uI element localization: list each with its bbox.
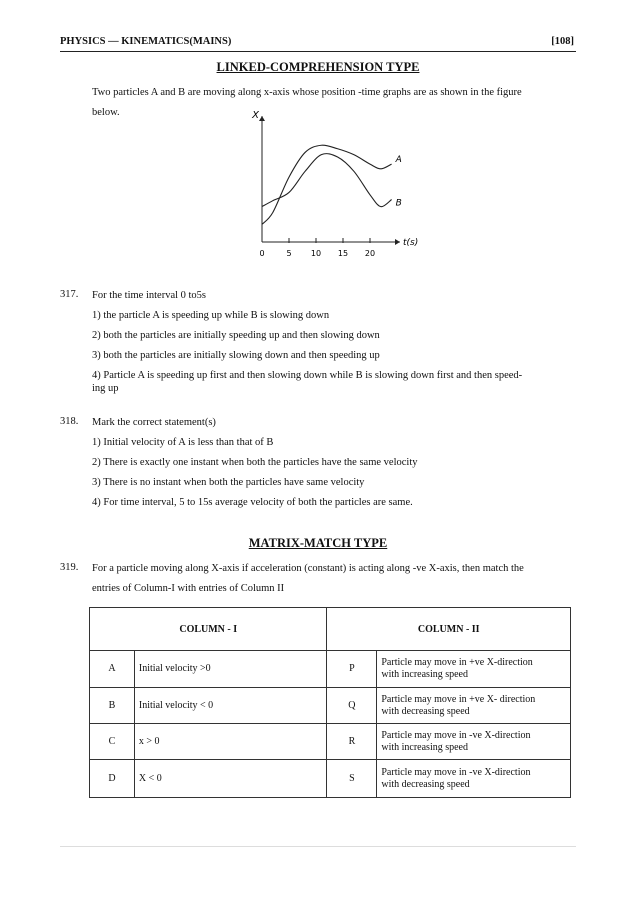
row-value-1: X < 0 [134,760,327,798]
table-row [90,724,571,760]
q318-stem: Mark the correct statement(s) [92,417,216,428]
column-1-header: COLUMN - I [90,608,327,651]
q318-number: 318. [60,416,79,427]
matrix-match-table [89,607,571,798]
q318-option-1: 1) Initial velocity of A is less than that of B [92,437,274,448]
series-line-a [262,145,392,224]
x-tick-label: 10 [310,249,322,258]
table-row [90,688,571,724]
x-axis-label: t(s) [403,238,419,248]
q317-option-4-line2: ing up [92,383,119,394]
q317-option-1: 1) the particle A is speeding up while B is slowing down [92,310,330,321]
row-value-2-line1: Particle may move in +ve X-direction [381,657,533,668]
x-tick-label: 0 [259,249,265,258]
row-value-2-line2: with decreasing speed [381,705,470,717]
q317-option-3: 3) both the particles are initially slowing down and then speeding up [92,350,380,361]
y-axis-label: X [252,110,259,121]
row-value-2 [377,688,571,724]
q317-option-4-line1: 4) Particle A is speeding up first and then slowing down while B is slowing down first and then speed- [92,370,523,381]
q318-option-4: 4) For time interval, 5 to 15s average velocity of both the particles are same. [92,497,413,508]
q319-line-2: entries of Column-I with entries of Column II [92,583,285,594]
header-rule [60,51,576,52]
table-header-row [90,608,571,651]
intro-line-1: Two particles A and B are moving along x-axis whose position -time graphs are as shown in the figure [92,87,522,98]
q318-option-2: 2) There is exactly one instant when both the particles have the same velocity [92,457,418,468]
series-label-a: A [395,155,402,166]
q319-number: 319. [60,562,79,573]
row-value-2-line1: Particle may move in +ve X- direction [381,693,536,705]
x-tick-label: 15 [337,249,349,258]
row-value-2-line2: with decreasing speed [381,778,470,790]
q319-line-1: For a particle moving along X-axis if acceleration (constant) is acting along -ve X-axis, then match the [92,563,524,574]
table-row [90,651,571,688]
row-key-1: B [90,688,135,724]
q317-number: 317. [60,289,79,300]
row-value-2 [377,760,571,798]
section-title-linked-comprehension: LINKED-COMPREHENSION TYPE [216,60,420,74]
position-time-graph [240,104,420,264]
header-page-number: [108] [551,36,574,47]
q317-option-2: 2) both the particles are initially speeding up and then slowing down [92,330,380,341]
section-title-matrix-match: MATRIX-MATCH TYPE [248,536,388,550]
row-key-1: D [90,760,135,798]
x-axis-arrow [395,239,400,245]
q317-option-4 [92,369,574,395]
y-axis-arrow [259,116,265,121]
row-key-2: Q [327,688,377,724]
row-key-2: P [327,651,377,688]
q317-stem: For the time interval 0 to5s [92,290,207,301]
row-value-2-line2: with increasing speed [381,669,468,680]
series-label-b: B [395,198,402,209]
intro-line-2: below. [92,107,120,118]
series-line-b [262,154,392,207]
column-2-header: COLUMN - II [327,608,571,651]
table-row [90,760,571,798]
row-key-1: C [90,724,135,760]
row-value-1: Initial velocity >0 [134,651,327,688]
row-value-2-line2: with increasing speed [381,741,468,753]
x-tick-label: 20 [364,249,376,258]
x-tick-label: 5 [286,249,292,258]
row-key-1: A [90,651,135,688]
row-value-2 [377,651,571,688]
row-value-2-line1: Particle may move in -ve X-direction [381,729,531,741]
footer-rule [60,846,576,847]
row-key-2: R [327,724,377,760]
row-value-2 [377,724,571,760]
row-value-1: Initial velocity < 0 [134,688,327,724]
row-key-2: S [327,760,377,798]
row-value-1: x > 0 [134,724,327,760]
row-value-2-line1: Particle may move in -ve X-direction [381,766,531,778]
header-left: PHYSICS — KINEMATICS(MAINS) [60,36,232,47]
q318-option-3: 3) There is no instant when both the particles have same velocity [92,477,365,488]
